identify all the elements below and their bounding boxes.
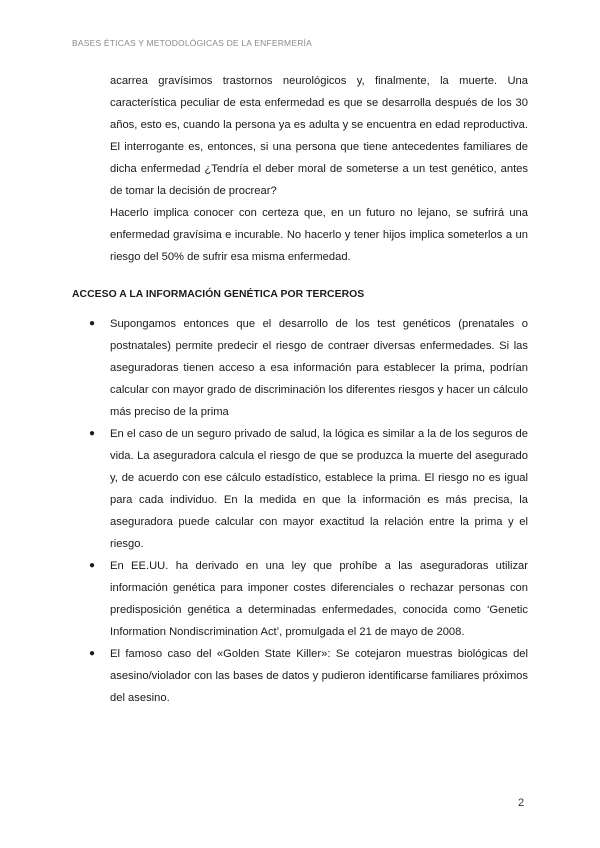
running-header: BASES ÉTICAS Y METODOLÓGICAS DE LA ENFERMERÍA: [72, 38, 312, 48]
bullet-item: [89, 423, 528, 555]
intro-paragraph: acarrea gravísimos trastornos neurológicos y, finalmente, la muerte. Una característica peculiar de esta enfermedad es que se desarrolla después de los 30 años, esto es, cuando la persona ya es adulta y se encuentra en edad reproductiva. El interrogante es, entonces, si una persona que tiene antecedentes familiares de dicha enfermedad ¿Tendría el deber moral de someterse a un test genético, antes de tomar la decisión de procrear?: [110, 75, 528, 197]
bullet-text: En EE.UU. ha derivado en una ley que prohíbe a las aseguradoras utilizar información genética para imponer costes diferenciales o rechazar personas con predisposición genética a determinadas enfermedades, conocida como ‘Genetic Information Nondiscrimination Act’, promulgada el 21 de mayo de 2008.: [110, 560, 528, 638]
bullet-text: El famoso caso del «Golden State Killer»: Se cotejaron muestras biológicas del asesino/violador con las bases de datos y pudieron identificarse familiares próximos del asesino.: [110, 648, 528, 704]
intro-paragraph: Hacerlo implica conocer con certeza que, en un futuro no lejano, se sufrirá una enfermedad gravísima e incurable. No hacerlo y tener hijos implica someterlos a un riesgo del 50% de sufrir esa misma enfermedad.: [110, 207, 528, 263]
page-number: 2: [518, 797, 525, 809]
bullet-text: En el caso de un seguro privado de salud, la lógica es similar a la de los seguros de vida. La aseguradora calcula el riesgo de que se produzca la muerte del asegurado y, de acuerdo con ese cálculo estadístico, establece la prima. El riesgo no es igual para cada individuo. En la medida en que la información es más precisa, la aseguradora puede calcular con mayor exactitud la relación entre la prima y el riesgo.: [110, 428, 528, 550]
bullet-item: [89, 643, 528, 709]
bullet-text: Supongamos entonces que el desarrollo de los test genéticos (prenatales o postnatales) permite predecir el riesgo de contraer diversas enfermedades. Si las aseguradoras tienen acceso a esa información para establecer la prima, podrían calcular con mayor grado de discriminación los diferentes riesgos y hacer un cálculo más preciso de la prima: [110, 318, 528, 418]
section-heading: ACCESO A LA INFORMACIÓN GENÉTICA POR TERCEROS: [72, 289, 365, 300]
intro-text: [110, 70, 528, 268]
bullet-list: [89, 313, 528, 709]
bullet-item: [89, 313, 528, 423]
bullet-icon: ●: [89, 318, 96, 329]
bullet-item: [89, 555, 528, 643]
bullet-icon: ●: [89, 428, 96, 439]
bullet-icon: ●: [89, 648, 96, 659]
bullet-icon: ●: [89, 560, 96, 571]
